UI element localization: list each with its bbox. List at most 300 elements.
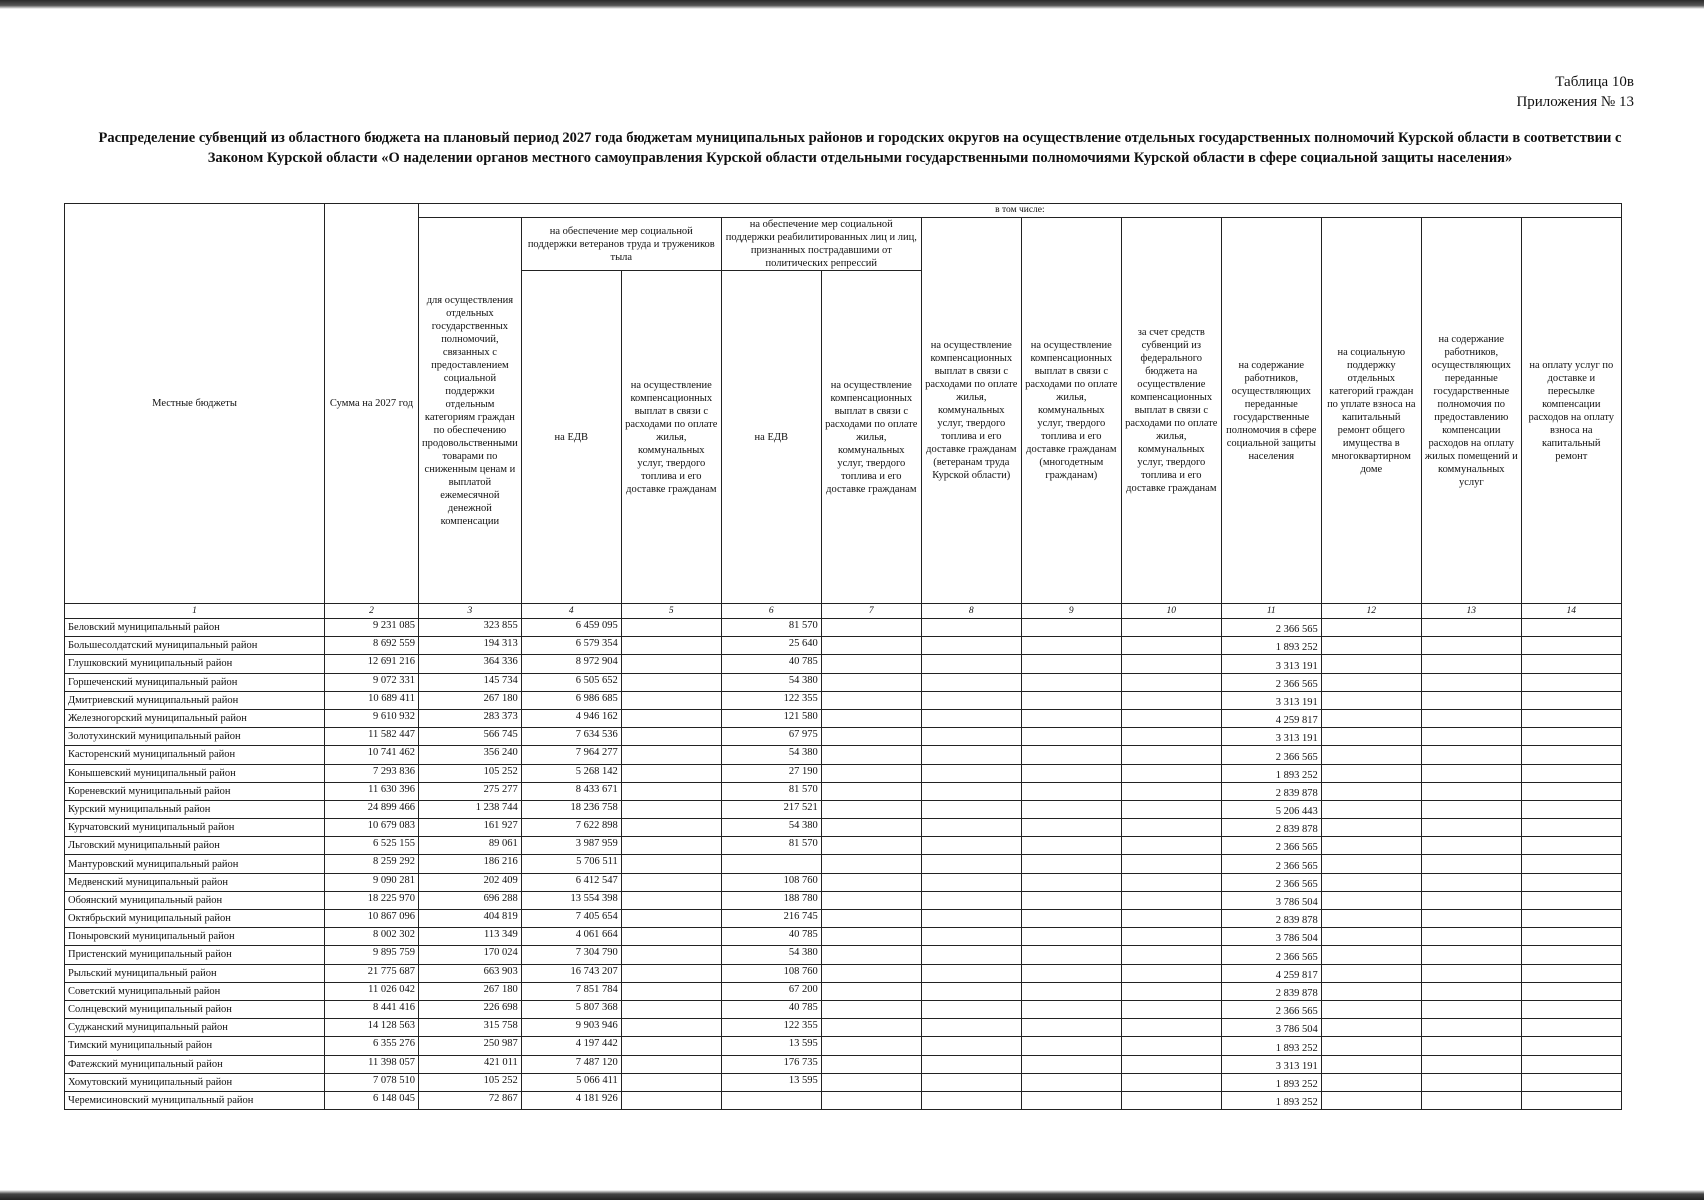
col10-cell	[1121, 782, 1221, 800]
col9-cell	[1021, 1037, 1121, 1055]
col5-cell	[621, 855, 721, 873]
table-row	[65, 910, 1622, 928]
col6-cell: 108 760	[721, 873, 821, 891]
col10-cell	[1121, 946, 1221, 964]
table-row	[65, 764, 1622, 782]
col10-cell	[1121, 655, 1221, 673]
col3-cell: 663 903	[419, 964, 522, 982]
col9-cell	[1021, 946, 1121, 964]
column-number: 2	[325, 604, 419, 619]
col6-cell: 25 640	[721, 637, 821, 655]
col14-cell	[1521, 1055, 1621, 1073]
col8-cell	[921, 1055, 1021, 1073]
scan-edge-bottom	[0, 1190, 1704, 1200]
col8-cell	[921, 964, 1021, 982]
col9-cell	[1021, 764, 1121, 782]
col12-cell	[1321, 1019, 1421, 1037]
col4-cell: 7 964 277	[521, 746, 621, 764]
region-name-cell: Беловский муниципальный район	[65, 619, 325, 637]
col9-cell	[1021, 873, 1121, 891]
col5-cell	[621, 946, 721, 964]
col11-cell: 1 893 252	[1221, 637, 1321, 655]
col13-cell	[1421, 619, 1521, 637]
col11-cell: 2 839 878	[1221, 819, 1321, 837]
col8-cell	[921, 855, 1021, 873]
column-number: 10	[1121, 604, 1221, 619]
col14-cell	[1521, 637, 1621, 655]
col7-cell	[821, 655, 921, 673]
region-name-cell: Обоянский муниципальный район	[65, 891, 325, 909]
col3-cell: 186 216	[419, 855, 522, 873]
col6-cell: 122 355	[721, 691, 821, 709]
col11-cell: 2 839 878	[1221, 782, 1321, 800]
col4-cell: 4 946 162	[521, 709, 621, 727]
region-name-cell: Золотухинский муниципальный район	[65, 728, 325, 746]
document-title: Распределение субвенций из областного бюджета на плановый период 2027 года бюджетам муниципальных районов и городских округов на осуществление отдельных государственных полномочий Курской области в соответствии с Законом Курской области «О наделении органов местного самоуправления Курской области отдельными государственными полномочиями Курской области в сфере социальной защиты населения»	[98, 130, 1622, 166]
col11-cell: 2 839 878	[1221, 982, 1321, 1000]
col8-cell	[921, 1037, 1021, 1055]
col12-cell	[1321, 673, 1421, 691]
header-col-9: на осуществление компенсационных выплат в связи с расходами по оплате жилья, коммунальных услуг, твердого топлива и его доставке гражданам (многодетным гражданам)	[1021, 218, 1121, 604]
col9-cell	[1021, 800, 1121, 818]
col3-cell: 250 987	[419, 1037, 522, 1055]
col14-cell	[1521, 728, 1621, 746]
col7-cell	[821, 764, 921, 782]
col11-cell: 2 366 565	[1221, 746, 1321, 764]
col8-cell	[921, 1019, 1021, 1037]
col5-cell	[621, 709, 721, 727]
col8-cell	[921, 691, 1021, 709]
col7-cell	[821, 637, 921, 655]
column-number: 8	[921, 604, 1021, 619]
col12-cell	[1321, 1055, 1421, 1073]
col13-cell	[1421, 673, 1521, 691]
col8-cell	[921, 655, 1021, 673]
col14-cell	[1521, 891, 1621, 909]
col6-cell: 54 380	[721, 673, 821, 691]
header-col-8: на осуществление компенсационных выплат в связи с расходами по оплате жилья, коммунальных услуг, твердого топлива и его доставке гражданам (ветеранам труда Курской области)	[921, 218, 1021, 604]
col8-cell	[921, 746, 1021, 764]
col13-cell	[1421, 637, 1521, 655]
col10-cell	[1121, 1055, 1221, 1073]
col11-cell: 4 259 817	[1221, 709, 1321, 727]
col14-cell	[1521, 1091, 1621, 1109]
table-row	[65, 709, 1622, 727]
col3-cell: 194 313	[419, 637, 522, 655]
region-name-cell: Суджанский муниципальный район	[65, 1019, 325, 1037]
col13-cell	[1421, 873, 1521, 891]
col10-cell	[1121, 855, 1221, 873]
col13-cell	[1421, 691, 1521, 709]
col14-cell	[1521, 764, 1621, 782]
header-rehab-group: на обеспечение мер социальной поддержки реабилитированных лиц и лиц, признанных пострадавшими от политических репрессий	[721, 218, 921, 271]
total-cell: 6 355 276	[325, 1037, 419, 1055]
col12-cell	[1321, 910, 1421, 928]
col4-cell: 8 433 671	[521, 782, 621, 800]
col4-cell: 16 743 207	[521, 964, 621, 982]
col14-cell	[1521, 709, 1621, 727]
col7-cell	[821, 1000, 921, 1018]
col6-cell: 40 785	[721, 1000, 821, 1018]
col8-cell	[921, 819, 1021, 837]
header-local-budgets: Местные бюджеты	[65, 204, 325, 604]
col11-cell: 3 313 191	[1221, 691, 1321, 709]
col9-cell	[1021, 982, 1121, 1000]
col6-cell: 40 785	[721, 655, 821, 673]
column-number: 11	[1221, 604, 1321, 619]
col4-cell: 7 487 120	[521, 1055, 621, 1073]
col7-cell	[821, 910, 921, 928]
region-name-cell: Хомутовский муниципальный район	[65, 1073, 325, 1091]
col11-cell: 3 786 504	[1221, 1019, 1321, 1037]
header-col-4: на ЕДВ	[521, 271, 621, 604]
col6-cell: 81 570	[721, 619, 821, 637]
col4-cell: 9 903 946	[521, 1019, 621, 1037]
total-cell: 24 899 466	[325, 800, 419, 818]
col10-cell	[1121, 746, 1221, 764]
region-name-cell: Черемисиновский муниципальный район	[65, 1091, 325, 1109]
column-number-row	[65, 604, 1622, 619]
column-number: 14	[1521, 604, 1621, 619]
col13-cell	[1421, 728, 1521, 746]
col5-cell	[621, 873, 721, 891]
col8-cell	[921, 728, 1021, 746]
col6-cell: 188 780	[721, 891, 821, 909]
col5-cell	[621, 782, 721, 800]
col13-cell	[1421, 910, 1521, 928]
header-col-11: на содержание работников, осуществляющих переданные государственные полномочия в сфере социальной защиты населения	[1221, 218, 1321, 604]
col7-cell	[821, 1055, 921, 1073]
col10-cell	[1121, 928, 1221, 946]
col7-cell	[821, 728, 921, 746]
col9-cell	[1021, 837, 1121, 855]
col7-cell	[821, 837, 921, 855]
col13-cell	[1421, 1037, 1521, 1055]
column-number: 7	[821, 604, 921, 619]
col10-cell	[1121, 709, 1221, 727]
col6-cell: 40 785	[721, 928, 821, 946]
col13-cell	[1421, 1000, 1521, 1018]
col6-cell: 13 595	[721, 1037, 821, 1055]
col4-cell: 4 197 442	[521, 1037, 621, 1055]
col12-cell	[1321, 819, 1421, 837]
col6-cell: 216 745	[721, 910, 821, 928]
col6-cell: 67 200	[721, 982, 821, 1000]
col5-cell	[621, 1000, 721, 1018]
col8-cell	[921, 619, 1021, 637]
col3-cell: 89 061	[419, 837, 522, 855]
total-cell: 12 691 216	[325, 655, 419, 673]
col12-cell	[1321, 982, 1421, 1000]
col3-cell: 421 011	[419, 1055, 522, 1073]
col11-cell: 1 893 252	[1221, 764, 1321, 782]
col11-cell: 2 366 565	[1221, 837, 1321, 855]
table-row	[65, 728, 1622, 746]
col6-cell: 122 355	[721, 1019, 821, 1037]
col7-cell	[821, 709, 921, 727]
col3-cell: 696 288	[419, 891, 522, 909]
col7-cell	[821, 1019, 921, 1037]
table-row	[65, 691, 1622, 709]
region-name-cell: Советский муниципальный район	[65, 982, 325, 1000]
col10-cell	[1121, 764, 1221, 782]
col4-cell: 6 459 095	[521, 619, 621, 637]
col4-cell: 7 851 784	[521, 982, 621, 1000]
col10-cell	[1121, 837, 1221, 855]
total-cell: 10 689 411	[325, 691, 419, 709]
col13-cell	[1421, 982, 1521, 1000]
col3-cell: 267 180	[419, 982, 522, 1000]
header-row-1	[65, 204, 1622, 218]
subventions-table	[64, 203, 1622, 1110]
col8-cell	[921, 1091, 1021, 1109]
col14-cell	[1521, 946, 1621, 964]
col6-cell: 81 570	[721, 782, 821, 800]
col4-cell: 7 622 898	[521, 819, 621, 837]
table-row	[65, 891, 1622, 909]
col10-cell	[1121, 1091, 1221, 1109]
table-row	[65, 1055, 1622, 1073]
col10-cell	[1121, 800, 1221, 818]
scan-edge-top	[0, 0, 1704, 9]
col4-cell: 7 405 654	[521, 910, 621, 928]
header-veterans-group: на обеспечение мер социальной поддержки ветеранов труда и тружеников тыла	[521, 218, 721, 271]
col4-cell: 7 304 790	[521, 946, 621, 964]
col9-cell	[1021, 819, 1121, 837]
col7-cell	[821, 1073, 921, 1091]
col11-cell: 2 366 565	[1221, 855, 1321, 873]
col7-cell	[821, 946, 921, 964]
col14-cell	[1521, 1019, 1621, 1037]
col8-cell	[921, 1000, 1021, 1018]
col10-cell	[1121, 891, 1221, 909]
col12-cell	[1321, 728, 1421, 746]
col12-cell	[1321, 873, 1421, 891]
total-cell: 8 692 559	[325, 637, 419, 655]
col7-cell	[821, 782, 921, 800]
col3-cell: 364 336	[419, 655, 522, 673]
col11-cell: 2 839 878	[1221, 910, 1321, 928]
col12-cell	[1321, 1000, 1421, 1018]
col5-cell	[621, 837, 721, 855]
region-name-cell: Фатежский муниципальный район	[65, 1055, 325, 1073]
col12-cell	[1321, 855, 1421, 873]
header-col-13: на содержание работников, осуществляющих переданные государственные полномочия по предоставлению компенсации расходов на оплату жилых помещений и коммунальных услуг	[1421, 218, 1521, 604]
total-cell: 8 002 302	[325, 928, 419, 946]
col12-cell	[1321, 764, 1421, 782]
col13-cell	[1421, 800, 1521, 818]
table-row	[65, 928, 1622, 946]
col12-cell	[1321, 691, 1421, 709]
col4-cell: 5 268 142	[521, 764, 621, 782]
table-row	[65, 837, 1622, 855]
column-number: 5	[621, 604, 721, 619]
column-number: 6	[721, 604, 821, 619]
col12-cell	[1321, 746, 1421, 764]
col8-cell	[921, 782, 1021, 800]
total-cell: 18 225 970	[325, 891, 419, 909]
col14-cell	[1521, 1037, 1621, 1055]
col14-cell	[1521, 746, 1621, 764]
col13-cell	[1421, 746, 1521, 764]
table-row	[65, 782, 1622, 800]
col4-cell: 4 181 926	[521, 1091, 621, 1109]
col3-cell: 170 024	[419, 946, 522, 964]
col13-cell	[1421, 964, 1521, 982]
col4-cell: 3 987 959	[521, 837, 621, 855]
header-col-12: на социальную поддержку отдельных категорий граждан по уплате взноса на капитальный ремонт общего имущества в многоквартирном доме	[1321, 218, 1421, 604]
col6-cell	[721, 855, 821, 873]
region-name-cell: Большесолдатский муниципальный район	[65, 637, 325, 655]
col7-cell	[821, 891, 921, 909]
col7-cell	[821, 1091, 921, 1109]
col12-cell	[1321, 891, 1421, 909]
col9-cell	[1021, 782, 1121, 800]
column-number: 13	[1421, 604, 1521, 619]
col12-cell	[1321, 928, 1421, 946]
col9-cell	[1021, 746, 1121, 764]
col14-cell	[1521, 964, 1621, 982]
col7-cell	[821, 673, 921, 691]
col14-cell	[1521, 982, 1621, 1000]
column-number: 4	[521, 604, 621, 619]
col4-cell: 5 807 368	[521, 1000, 621, 1018]
col5-cell	[621, 800, 721, 818]
table-row	[65, 673, 1622, 691]
col3-cell: 105 252	[419, 1073, 522, 1091]
col13-cell	[1421, 1019, 1521, 1037]
col6-cell: 67 975	[721, 728, 821, 746]
col4-cell: 18 236 758	[521, 800, 621, 818]
col5-cell	[621, 891, 721, 909]
column-number: 9	[1021, 604, 1121, 619]
col12-cell	[1321, 1091, 1421, 1109]
table-row	[65, 655, 1622, 673]
col4-cell: 5 066 411	[521, 1073, 621, 1091]
col3-cell: 145 734	[419, 673, 522, 691]
col11-cell: 2 366 565	[1221, 673, 1321, 691]
col5-cell	[621, 619, 721, 637]
col14-cell	[1521, 928, 1621, 946]
col8-cell	[921, 873, 1021, 891]
col4-cell: 8 972 904	[521, 655, 621, 673]
col7-cell	[821, 1037, 921, 1055]
col3-cell: 566 745	[419, 728, 522, 746]
col6-cell: 121 580	[721, 709, 821, 727]
col5-cell	[621, 1091, 721, 1109]
table-row	[65, 855, 1622, 873]
region-name-cell: Кореневский муниципальный район	[65, 782, 325, 800]
column-number: 1	[65, 604, 325, 619]
col6-cell: 13 595	[721, 1073, 821, 1091]
col5-cell	[621, 928, 721, 946]
col14-cell	[1521, 855, 1621, 873]
col8-cell	[921, 764, 1021, 782]
col13-cell	[1421, 1055, 1521, 1073]
col13-cell	[1421, 1091, 1521, 1109]
table-number: Таблица 10в	[1555, 74, 1634, 90]
total-cell: 9 231 085	[325, 619, 419, 637]
region-name-cell: Льговский муниципальный район	[65, 837, 325, 855]
col7-cell	[821, 982, 921, 1000]
col6-cell	[721, 1091, 821, 1109]
col11-cell: 1 893 252	[1221, 1037, 1321, 1055]
col11-cell: 1 893 252	[1221, 1091, 1321, 1109]
total-cell: 10 741 462	[325, 746, 419, 764]
col3-cell: 315 758	[419, 1019, 522, 1037]
region-name-cell: Медвенский муниципальный район	[65, 873, 325, 891]
col9-cell	[1021, 855, 1121, 873]
region-name-cell: Курчатовский муниципальный район	[65, 819, 325, 837]
col11-cell: 3 313 191	[1221, 728, 1321, 746]
col12-cell	[1321, 782, 1421, 800]
col10-cell	[1121, 819, 1221, 837]
col9-cell	[1021, 1073, 1121, 1091]
col13-cell	[1421, 1073, 1521, 1091]
table-row	[65, 873, 1622, 891]
col3-cell: 202 409	[419, 873, 522, 891]
col5-cell	[621, 910, 721, 928]
col14-cell	[1521, 619, 1621, 637]
col13-cell	[1421, 891, 1521, 909]
col4-cell: 7 634 536	[521, 728, 621, 746]
col9-cell	[1021, 728, 1121, 746]
col13-cell	[1421, 709, 1521, 727]
header-including: в том числе:	[419, 204, 1622, 218]
col3-cell: 226 698	[419, 1000, 522, 1018]
region-name-cell: Солнцевский муниципальный район	[65, 1000, 325, 1018]
col7-cell	[821, 855, 921, 873]
region-name-cell: Пристенский муниципальный район	[65, 946, 325, 964]
col3-cell: 1 238 744	[419, 800, 522, 818]
col8-cell	[921, 1073, 1021, 1091]
col12-cell	[1321, 619, 1421, 637]
col9-cell	[1021, 964, 1121, 982]
appendix-number: Приложения № 13	[1516, 94, 1634, 110]
header-col-6: на ЕДВ	[721, 271, 821, 604]
col12-cell	[1321, 709, 1421, 727]
col5-cell	[621, 655, 721, 673]
col9-cell	[1021, 1000, 1121, 1018]
region-name-cell: Курский муниципальный район	[65, 800, 325, 818]
col4-cell: 6 412 547	[521, 873, 621, 891]
column-number: 12	[1321, 604, 1421, 619]
col10-cell	[1121, 728, 1221, 746]
column-number: 3	[419, 604, 522, 619]
header-col-3: для осуществления отдельных государственных полномочий, связанных с предоставлением социальной поддержки отдельным категориям граждан по обеспечению продовольственными товарами по сниженным ценам и выплатой ежемесячной денежной компенсации	[419, 218, 522, 604]
col12-cell	[1321, 655, 1421, 673]
col14-cell	[1521, 655, 1621, 673]
col10-cell	[1121, 1073, 1221, 1091]
col9-cell	[1021, 691, 1121, 709]
col5-cell	[621, 1055, 721, 1073]
col7-cell	[821, 964, 921, 982]
total-cell: 9 895 759	[325, 946, 419, 964]
table-row	[65, 982, 1622, 1000]
col9-cell	[1021, 1055, 1121, 1073]
col14-cell	[1521, 782, 1621, 800]
header-col-5: на осуществление компенсационных выплат в связи с расходами по оплате жилья, коммунальных услуг, твердого топлива и его доставке гражданам	[621, 271, 721, 604]
col7-cell	[821, 619, 921, 637]
col7-cell	[821, 691, 921, 709]
total-cell: 10 679 083	[325, 819, 419, 837]
col10-cell	[1121, 1019, 1221, 1037]
total-cell: 11 630 396	[325, 782, 419, 800]
total-cell: 11 398 057	[325, 1055, 419, 1073]
col5-cell	[621, 1037, 721, 1055]
col5-cell	[621, 691, 721, 709]
col10-cell	[1121, 691, 1221, 709]
